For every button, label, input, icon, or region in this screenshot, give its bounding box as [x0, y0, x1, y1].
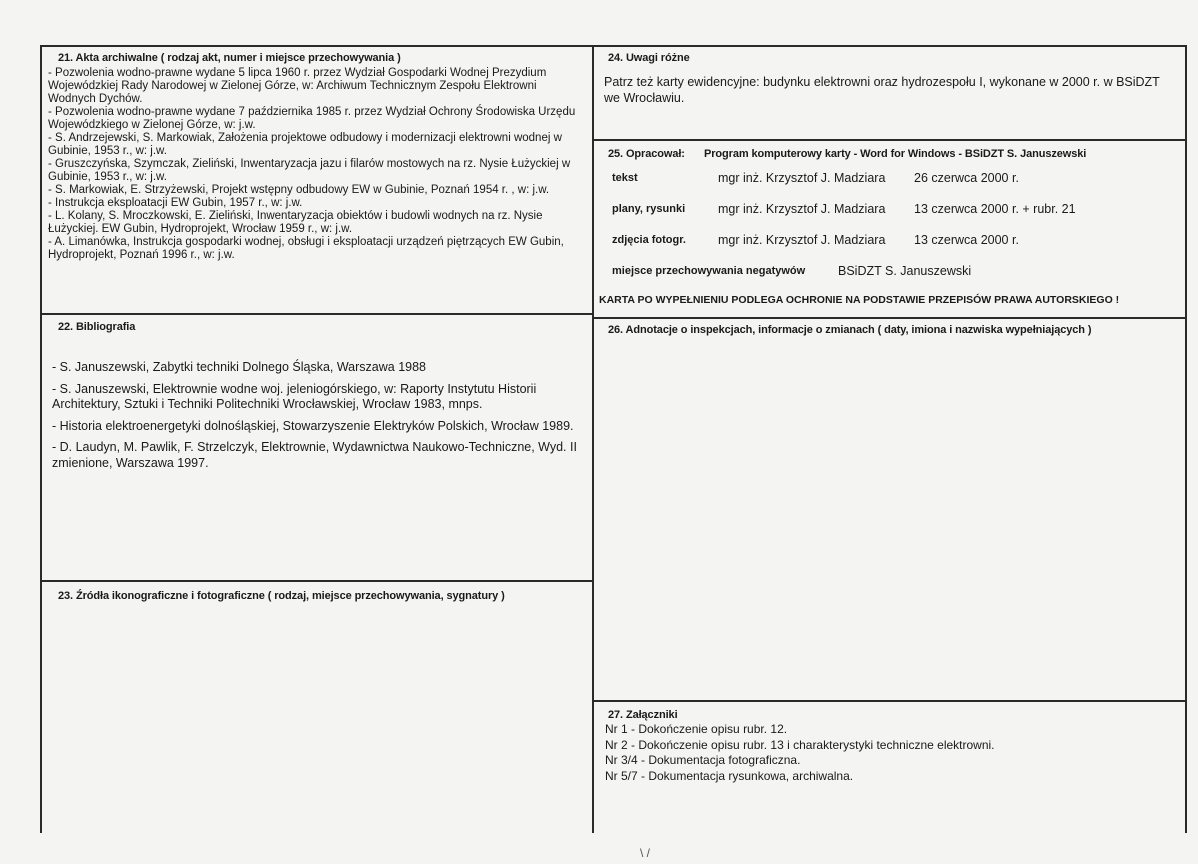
divider-21-22 [40, 313, 593, 315]
divider-22-23 [40, 580, 593, 582]
divider-26-27 [593, 700, 1187, 702]
divider-25-26 [593, 317, 1187, 319]
section-21-title: 21. Akta archiwalne ( rodzaj akt, numer i miejsce przechowywania ) [58, 52, 401, 64]
list-item: - Pozwolenia wodno-prawne wydane 7 października 1985 r. przez Wydział Ochrony Środowiska Urzędu Wojewódzkiego w Zielonej Górze, w: j.w. [48, 106, 576, 131]
section-22-title: 22. Bibliografia [58, 321, 136, 333]
row-date: 26 czerwca 2000 r. [914, 171, 1019, 185]
list-item: - S. Andrzejewski, S. Markowiak, Założenia projektowe odbudowy i modernizacji elektrowni wodnej w Gubinie, 1953 r., w: j.w. [48, 132, 562, 157]
row-value: BSiDZT S. Januszewski [838, 264, 972, 278]
list-item: - Gruszczyńska, Szymczak, Zieliński, Inwentaryzacja jazu i filarów mostowych na rz. Nysie Łużyckiej w Gubinie, 1953 r., w: j.w. [48, 158, 571, 183]
program-info: Program komputerowy karty - Word for Windows - BSiDZT S. Januszewski [704, 148, 1087, 160]
column-divider [592, 45, 594, 833]
row-date: 13 czerwca 2000 r. + rubr. 21 [914, 202, 1076, 216]
bibliography-list [52, 360, 580, 477]
section-25-label: 25. Opracował: [608, 148, 685, 160]
row-label: plany, rysunki [612, 203, 686, 215]
list-item: Nr 3/4 - Dokumentacja fotograficzna. [605, 753, 801, 767]
author-row-plans [612, 202, 1182, 220]
list-item: - S. Januszewski, Elektrownie wodne woj. jeleniogórskiego, w: Raporty Instytutu Historii Architektury, Sztuki i Techniki Politechniki Wrocławskiej, Wrocław 1983, mnps. [52, 381, 537, 411]
divider-24-25 [593, 139, 1187, 141]
attachments-list [605, 722, 995, 784]
list-item: Nr 2 - Dokończenie opisu rubr. 13 i charakterystyki techniczne elektrowni. [605, 737, 995, 752]
list-item: - Historia elektroenergetyki dolnośląskiej, Stowarzyszenie Elektryków Polskich, Wrocław 1989. [52, 418, 574, 433]
list-item: - Instrukcja eksploatacji EW Gubin, 1957 r., w: j.w. [48, 197, 303, 209]
list-item: - S. Markowiak, E. Strzyżewski, Projekt wstępny odbudowy EW w Gubinie, Poznań 1954 r. , w: j.w. [48, 184, 550, 196]
copyright-notice: KARTA PO WYPEŁNIENIU PODLEGA OCHRONIE NA PODSTAWIE PRZEPISÓW PRAWA AUTORSKIEGO ! [599, 294, 1120, 306]
list-item: - S. Januszewski, Zabytki techniki Dolnego Śląska, Warszawa 1988 [52, 360, 427, 374]
row-person: mgr inż. Krzysztof J. Madziara [718, 202, 886, 216]
author-row-text [612, 171, 1182, 189]
negatives-row [612, 264, 1182, 282]
author-row-photos [612, 233, 1182, 251]
section-23-title: 23. Źródła ikonograficzne i fotograficzne ( rodzaj, miejsce przechowywania, sygnatury ) [58, 590, 505, 602]
list-item: - A. Limanówka, Instrukcja gospodarki wodnej, obsługi i eksploatacji urządzeń piętrzących EW Gubin, Hydroprojekt, Poznań 1996 r., w: j.w. [48, 236, 564, 261]
section-27-title: 27. Załączniki [608, 709, 678, 721]
row-person: mgr inż. Krzysztof J. Madziara [718, 233, 886, 247]
row-label: tekst [612, 172, 638, 184]
scan-mark: \ / [640, 846, 651, 860]
list-item: - D. Laudyn, M. Pawlik, F. Strzelczyk, Elektrownie, Wydawnictwa Naukowo-Techniczne, Wyd. II zmienione, Warszawa 1997. [52, 440, 577, 470]
row-label: miejsce przechowywania negatywów [612, 265, 806, 277]
list-item: - L. Kolany, S. Mroczkowski, E. Zieliński, Inwentaryzacja obiektów i budowli wodnych na rz. Nysie Łużyckiej. EW Gubin, Hydroprojekt, Wrocław 1959 r., w: j.w. [48, 210, 543, 235]
row-date: 13 czerwca 2000 r. [914, 233, 1019, 247]
section-26-title: 26. Adnotacje o inspekcjach, informacje o zmianach ( daty, imiona i nazwiska wypełniających ) [608, 324, 1092, 336]
list-item: Nr 1 - Dokończenie opisu rubr. 12. [605, 722, 788, 736]
list-item: Nr 5/7 - Dokumentacja rysunkowa, archiwalna. [605, 768, 854, 783]
section-24-title: 24. Uwagi różne [608, 52, 690, 64]
list-item: - Pozwolenia wodno-prawne wydane 5 lipca 1960 r. przez Wydział Gospodarki Wodnej Prezydium Wojewódzkiej Rady Narodowej w Zielonej Górze, w: Archiwum Technicznym Zespołu Elektrowni Wodnych Dychów. [48, 67, 547, 105]
archival-records-list [48, 67, 580, 262]
remarks-text: Patrz też karty ewidencyjne: budynku elektrowni oraz hydrozespołu I, wykonane w 2000 r. w BSiDZT we Wrocławiu. [604, 75, 1160, 105]
row-label: zdjęcia fotogr. [612, 234, 686, 246]
row-person: mgr inż. Krzysztof J. Madziara [718, 171, 886, 185]
